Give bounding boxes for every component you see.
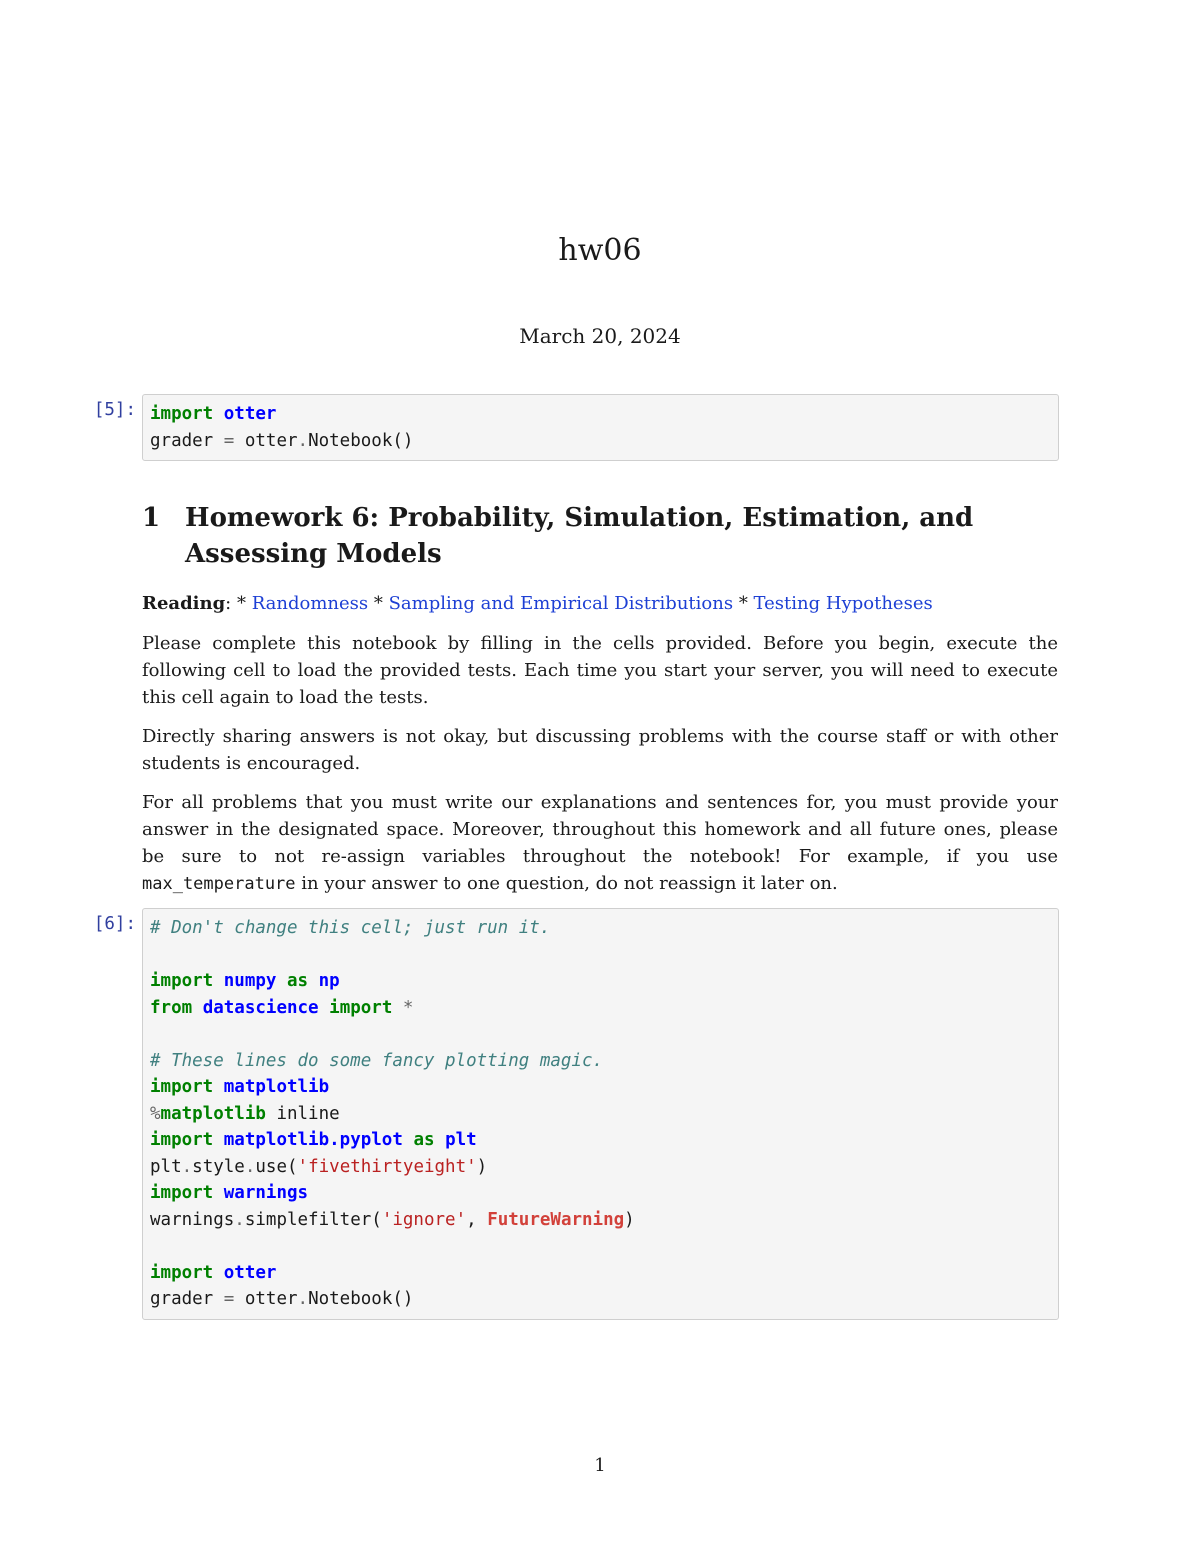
code-token [213,1130,224,1150]
code-token [213,1183,224,1203]
reading-label: Reading [142,593,226,614]
code-line [150,1180,1050,1207]
code-token [213,1263,224,1283]
code-cell-import-otter[interactable] [142,394,1059,461]
code-line [150,428,1050,455]
code-line [150,1101,1050,1128]
code-token: plt [150,1156,182,1177]
document-title: hw06 [558,233,642,268]
code-token: otter [223,1262,277,1283]
code-token: import [150,1262,214,1283]
inline-code: max_temperature [142,874,296,894]
code-line [150,1233,1050,1260]
code-token: otter [234,430,298,451]
code-token: matplotlib [160,1103,266,1124]
code-token: as [287,971,309,991]
code-token: numpy [223,971,277,991]
answer-guidelines-paragraph [142,789,1058,898]
code-line [150,968,1050,995]
code-token: = [223,1289,235,1309]
sharing-policy-paragraph: Directly sharing answers is not okay, but discussing problems with the course staff or with other students is encouraged. [142,726,1058,774]
instructions-paragraph: Please complete this notebook by filling in the cells provided. Before you begin, execute the following cell to load the provided tests. Each time you start your server, you will need to execute this cell again to load the tests. [142,633,1058,708]
code-token [213,971,224,991]
code-token: inline [265,1103,340,1124]
code-token: . [234,1209,245,1230]
code-token: import [150,971,214,991]
link-randomness[interactable]: Randomness [251,593,369,614]
code-token: 'ignore' [381,1209,467,1230]
code-line [150,995,1050,1022]
section-heading [142,500,1058,572]
code-token: simplefilter( [244,1209,382,1230]
code-token: matplotlib [223,1077,330,1097]
code-line [150,1021,1050,1048]
code-token: 'fivethirtyeight' [297,1156,477,1177]
reading-separator: * [733,593,754,614]
code-line [150,1127,1050,1154]
code-token: matplotlib.pyplot [223,1130,403,1150]
code-token [435,1130,446,1150]
code-line [150,942,1050,969]
code-token: . [297,430,309,451]
code-token: import [150,1077,214,1097]
code-token: use( [255,1156,298,1177]
code-line [150,1286,1050,1313]
code-token: . [181,1156,193,1177]
code-line [150,1048,1050,1075]
code-token: import [150,1183,214,1203]
code-line [150,1260,1050,1287]
code-token [192,998,203,1018]
code-token: = [223,430,235,451]
code-token: Notebook() [308,1289,414,1309]
code-token [319,998,330,1018]
code-token: # These lines do some fancy plotting magic. [150,1050,604,1071]
code-token [213,404,224,424]
code-token: as [413,1130,435,1150]
code-token: style [192,1156,245,1177]
code-token: from [150,997,193,1018]
code-token: otter [234,1289,298,1309]
code-token: datascience [202,997,319,1018]
code-token [276,971,287,991]
code-token: otter [223,404,277,424]
code-token: import [329,997,393,1018]
code-line [150,915,1050,942]
code-token: plt [445,1130,477,1150]
code-token [213,1077,224,1097]
code-token: # Don't change this cell; just run it. [150,918,551,938]
code-token [403,1130,414,1150]
code-token: warnings [150,1209,235,1230]
paragraph-text: For all problems that you must write our explanations and sentences for, you must provide your answer in the designated space. Moreover, throughout this homework and all future ones, please be sure to not re-assign variables throughout the notebook! For example, if you use [142,792,1058,867]
section-number: 1 [142,503,161,533]
document-date: March 20, 2024 [519,324,681,348]
code-cell-setup[interactable] [142,908,1059,1320]
reading-separator: : * [225,593,252,614]
code-token: . [297,1289,309,1309]
code-token [392,998,403,1018]
code-token: ) [476,1156,488,1177]
code-token: ) [624,1209,635,1230]
code-line [150,1074,1050,1101]
code-token: warnings [223,1183,309,1203]
code-token: import [150,1130,214,1150]
code-token: * [402,997,414,1018]
code-token: import [150,404,214,424]
code-token: , [466,1209,488,1230]
code-token: grader [150,430,224,451]
cell-prompt: [5]: [93,400,136,420]
code-token: % [150,1103,161,1124]
code-token: FutureWarning [487,1209,625,1230]
link-testing-hypotheses[interactable]: Testing Hypotheses [753,593,933,614]
link-sampling-empirical-distributions[interactable]: Sampling and Empirical Distributions [388,593,734,614]
code-token [308,971,319,991]
page-number: 1 [594,1455,606,1476]
code-token: np [318,971,340,991]
code-line [150,1154,1050,1181]
code-line [150,1207,1050,1234]
reading-line [142,590,1058,617]
code-token: Notebook() [308,430,414,451]
section-title: Homework 6: Probability, Simulation, Estimation, and Assessing Models [185,503,974,569]
paragraph-text: in your answer to one question, do not reassign it later on. [295,873,838,894]
cell-prompt: [6]: [93,914,136,934]
code-line [150,401,1050,428]
code-token: grader [150,1289,224,1309]
code-token: . [244,1156,256,1177]
reading-separator: * [368,593,389,614]
